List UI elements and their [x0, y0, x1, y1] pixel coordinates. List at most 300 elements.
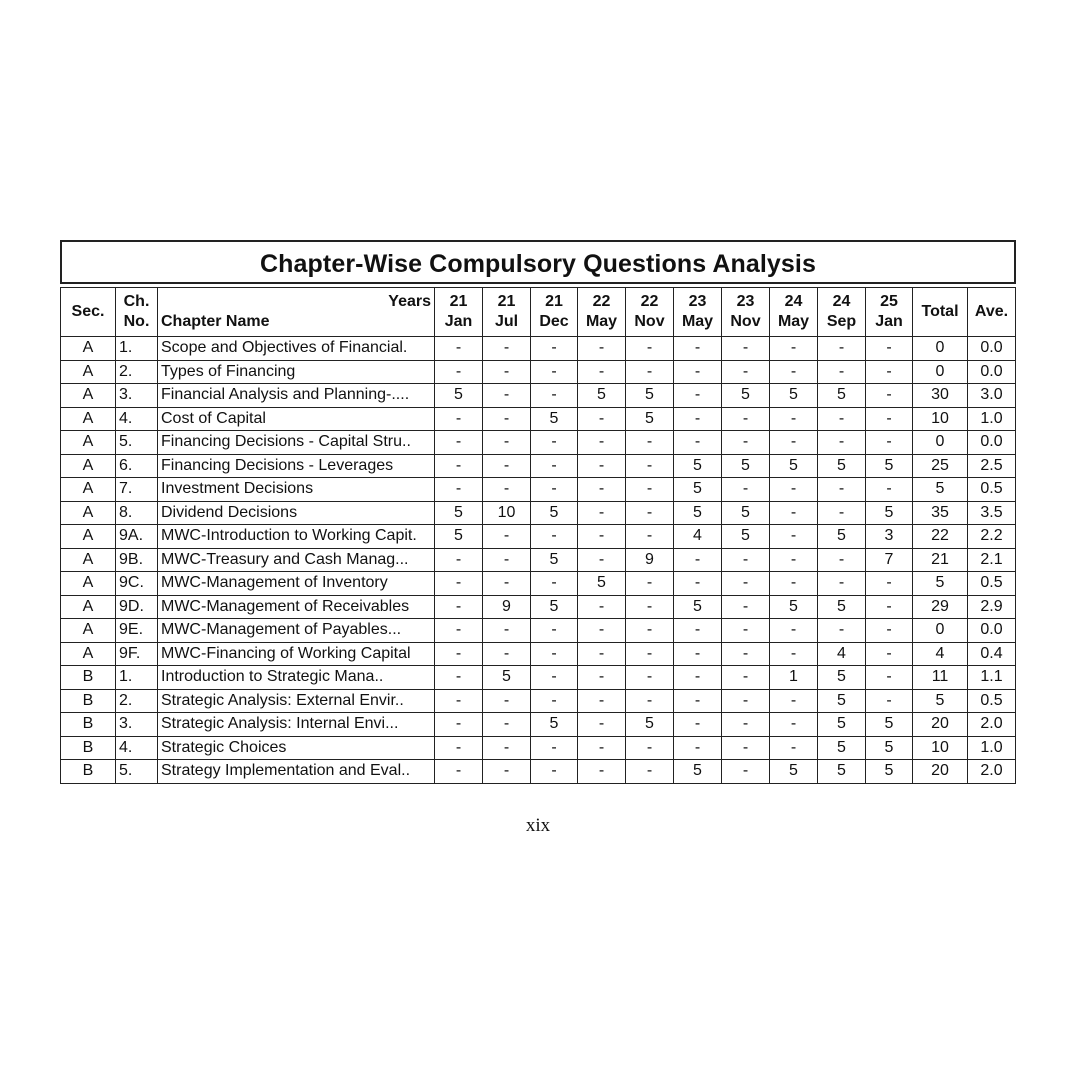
cell-average: 0.0	[968, 360, 1016, 384]
cell-total: 5	[913, 478, 968, 502]
cell-average: 2.2	[968, 525, 1016, 549]
cell-chapter-name: MWC-Introduction to Working Capit.	[158, 525, 435, 549]
cell-marks: -	[770, 525, 818, 549]
cell-marks: -	[770, 337, 818, 361]
cell-marks: -	[866, 360, 913, 384]
header-period	[435, 288, 483, 337]
cell-total: 0	[913, 337, 968, 361]
table-body	[61, 337, 1016, 784]
cell-marks: -	[866, 666, 913, 690]
cell-marks: -	[531, 454, 578, 478]
cell-marks: 5	[674, 501, 722, 525]
cell-marks: -	[531, 736, 578, 760]
cell-marks: -	[578, 713, 626, 737]
cell-total: 29	[913, 595, 968, 619]
cell-marks: -	[531, 572, 578, 596]
cell-marks: -	[674, 642, 722, 666]
cell-marks: -	[722, 642, 770, 666]
cell-marks: -	[483, 407, 531, 431]
cell-marks: -	[722, 407, 770, 431]
cell-chapter-name: Financial Analysis and Planning-....	[158, 384, 435, 408]
header-period-year: 21	[449, 293, 468, 310]
page-number: xix	[525, 815, 551, 836]
header-period-year: 22	[640, 293, 659, 310]
cell-sec: A	[61, 431, 116, 455]
table-row	[61, 689, 1016, 713]
cell-sec: B	[61, 689, 116, 713]
cell-marks: -	[435, 431, 483, 455]
cell-marks: -	[578, 360, 626, 384]
cell-chapter-number: 6.	[116, 454, 158, 478]
cell-chapter-number: 9A.	[116, 525, 158, 549]
cell-marks: -	[483, 689, 531, 713]
cell-marks: 5	[531, 548, 578, 572]
cell-marks: 5	[578, 384, 626, 408]
header-period	[626, 288, 674, 337]
table-row	[61, 360, 1016, 384]
cell-marks: -	[866, 572, 913, 596]
cell-marks: -	[674, 736, 722, 760]
cell-marks: -	[770, 713, 818, 737]
cell-marks: -	[818, 360, 866, 384]
cell-chapter-name: Strategic Analysis: Internal Envi...	[158, 713, 435, 737]
header-ch-bottom: No.	[123, 313, 150, 330]
cell-marks: 5	[531, 595, 578, 619]
header-ch-top: Ch.	[123, 293, 150, 310]
cell-total: 35	[913, 501, 968, 525]
cell-marks: -	[483, 431, 531, 455]
cell-marks: -	[578, 407, 626, 431]
header-period-year: 25	[880, 293, 898, 310]
cell-marks: 5	[722, 454, 770, 478]
cell-sec: A	[61, 572, 116, 596]
cell-total: 20	[913, 760, 968, 784]
cell-sec: A	[61, 501, 116, 525]
cell-chapter-number: 4.	[116, 736, 158, 760]
cell-marks: 5	[722, 384, 770, 408]
table-row	[61, 572, 1016, 596]
cell-marks: -	[578, 525, 626, 549]
cell-marks: -	[435, 689, 483, 713]
cell-marks: -	[435, 713, 483, 737]
cell-marks: -	[531, 642, 578, 666]
cell-marks: 7	[866, 548, 913, 572]
cell-total: 5	[913, 572, 968, 596]
cell-chapter-name: MWC-Financing of Working Capital	[158, 642, 435, 666]
header-period-month: Jan	[875, 313, 903, 330]
cell-chapter-number: 9E.	[116, 619, 158, 643]
cell-marks: -	[531, 619, 578, 643]
cell-marks: 5	[674, 760, 722, 784]
header-period	[866, 288, 913, 337]
cell-sec: B	[61, 760, 116, 784]
cell-marks: -	[626, 431, 674, 455]
cell-marks: -	[531, 384, 578, 408]
cell-marks: -	[722, 736, 770, 760]
cell-total: 10	[913, 736, 968, 760]
cell-chapter-name: Strategic Choices	[158, 736, 435, 760]
table-row	[61, 337, 1016, 361]
cell-marks: -	[866, 431, 913, 455]
cell-chapter-name: Types of Financing	[158, 360, 435, 384]
cell-marks: 5	[531, 713, 578, 737]
cell-marks: 5	[818, 760, 866, 784]
cell-marks: -	[483, 360, 531, 384]
cell-marks: -	[483, 384, 531, 408]
cell-marks: 5	[866, 501, 913, 525]
header-period-month: Jan	[444, 313, 473, 330]
table-row	[61, 431, 1016, 455]
header-period-month: May	[777, 313, 810, 330]
cell-chapter-number: 9C.	[116, 572, 158, 596]
header-period-year: 23	[736, 293, 755, 310]
cell-marks: -	[626, 760, 674, 784]
cell-marks: -	[866, 407, 913, 431]
cell-marks: -	[435, 572, 483, 596]
header-period-month: Dec	[539, 313, 569, 330]
cell-total: 0	[913, 360, 968, 384]
cell-chapter-name: MWC-Management of Inventory	[158, 572, 435, 596]
cell-marks: -	[770, 548, 818, 572]
cell-marks: -	[818, 337, 866, 361]
cell-marks: -	[483, 736, 531, 760]
cell-marks: -	[483, 525, 531, 549]
cell-marks: -	[435, 407, 483, 431]
cell-total: 25	[913, 454, 968, 478]
cell-marks: -	[818, 501, 866, 525]
cell-chapter-name: Strategic Analysis: External Envir..	[158, 689, 435, 713]
cell-marks: 5	[866, 736, 913, 760]
cell-marks: -	[531, 478, 578, 502]
cell-chapter-number: 9D.	[116, 595, 158, 619]
cell-marks: -	[770, 736, 818, 760]
cell-chapter-name: Dividend Decisions	[158, 501, 435, 525]
cell-marks: -	[626, 595, 674, 619]
cell-marks: -	[722, 548, 770, 572]
cell-marks: -	[626, 619, 674, 643]
cell-marks: -	[435, 360, 483, 384]
cell-marks: 5	[770, 595, 818, 619]
cell-marks: -	[483, 337, 531, 361]
cell-sec: A	[61, 337, 116, 361]
analysis-table	[60, 287, 1016, 784]
cell-marks: 5	[818, 595, 866, 619]
cell-marks: -	[578, 642, 626, 666]
cell-chapter-number: 9F.	[116, 642, 158, 666]
cell-sec: A	[61, 478, 116, 502]
cell-sec: A	[61, 454, 116, 478]
cell-total: 10	[913, 407, 968, 431]
cell-marks: -	[626, 525, 674, 549]
header-period	[483, 288, 531, 337]
cell-marks: -	[578, 619, 626, 643]
cell-average: 1.0	[968, 736, 1016, 760]
cell-marks: -	[578, 454, 626, 478]
cell-marks: -	[626, 360, 674, 384]
cell-marks: -	[770, 501, 818, 525]
cell-chapter-number: 4.	[116, 407, 158, 431]
cell-marks: 5	[770, 454, 818, 478]
cell-marks: -	[531, 337, 578, 361]
cell-marks: -	[626, 666, 674, 690]
cell-marks: -	[722, 572, 770, 596]
header-period-month: Sep	[826, 313, 857, 330]
cell-marks: -	[722, 713, 770, 737]
cell-marks: -	[483, 619, 531, 643]
cell-marks: -	[722, 431, 770, 455]
cell-average: 1.0	[968, 407, 1016, 431]
header-period-month: May	[585, 313, 618, 330]
table-row	[61, 407, 1016, 431]
cell-total: 22	[913, 525, 968, 549]
cell-chapter-name: Scope and Objectives of Financial.	[158, 337, 435, 361]
cell-sec: A	[61, 595, 116, 619]
cell-marks: -	[722, 760, 770, 784]
cell-marks: 9	[626, 548, 674, 572]
cell-marks: 5	[626, 384, 674, 408]
cell-average: 3.5	[968, 501, 1016, 525]
cell-marks: -	[770, 642, 818, 666]
cell-marks: -	[626, 642, 674, 666]
cell-marks: -	[626, 736, 674, 760]
cell-marks: 5	[770, 384, 818, 408]
cell-average: 0.0	[968, 619, 1016, 643]
cell-average: 2.1	[968, 548, 1016, 572]
cell-average: 2.0	[968, 760, 1016, 784]
header-period-month: May	[681, 313, 714, 330]
table-row	[61, 642, 1016, 666]
cell-chapter-name: Introduction to Strategic Mana..	[158, 666, 435, 690]
cell-marks: 5	[674, 595, 722, 619]
cell-marks: -	[483, 478, 531, 502]
cell-sec: A	[61, 619, 116, 643]
cell-marks: -	[578, 595, 626, 619]
cell-sec: A	[61, 548, 116, 572]
header-period	[818, 288, 866, 337]
table-row	[61, 736, 1016, 760]
cell-sec: A	[61, 407, 116, 431]
cell-sec: A	[61, 384, 116, 408]
cell-marks: -	[483, 642, 531, 666]
cell-marks: -	[483, 454, 531, 478]
table-row	[61, 619, 1016, 643]
cell-chapter-number: 5.	[116, 760, 158, 784]
header-period-year: 24	[832, 293, 851, 310]
cell-chapter-number: 8.	[116, 501, 158, 525]
cell-marks: 5	[674, 478, 722, 502]
cell-marks: -	[674, 619, 722, 643]
cell-total: 0	[913, 431, 968, 455]
cell-total: 0	[913, 619, 968, 643]
cell-sec: A	[61, 525, 116, 549]
cell-marks: -	[866, 619, 913, 643]
cell-total: 20	[913, 713, 968, 737]
cell-marks: -	[866, 689, 913, 713]
cell-total: 5	[913, 689, 968, 713]
table-title: Chapter-Wise Compulsory Questions Analysis	[60, 240, 1016, 284]
header-sec: Sec.	[61, 288, 116, 337]
header-period-month: Jul	[494, 313, 519, 330]
cell-marks: 5	[674, 454, 722, 478]
cell-marks: -	[674, 431, 722, 455]
cell-chapter-name: Financing Decisions - Leverages	[158, 454, 435, 478]
cell-average: 3.0	[968, 384, 1016, 408]
cell-marks: 5	[866, 760, 913, 784]
cell-average: 0.0	[968, 431, 1016, 455]
cell-marks: -	[578, 666, 626, 690]
cell-marks: 4	[818, 642, 866, 666]
cell-marks: -	[770, 689, 818, 713]
cell-marks: -	[531, 525, 578, 549]
cell-chapter-number: 3.	[116, 384, 158, 408]
cell-marks: -	[626, 572, 674, 596]
cell-marks: -	[435, 548, 483, 572]
cell-marks: 5	[866, 713, 913, 737]
cell-marks: 9	[483, 595, 531, 619]
cell-marks: 5	[435, 384, 483, 408]
header-total: Total	[913, 288, 968, 337]
cell-marks: -	[435, 642, 483, 666]
cell-marks: -	[770, 431, 818, 455]
cell-marks: 5	[578, 572, 626, 596]
cell-marks: 5	[770, 760, 818, 784]
header-period	[531, 288, 578, 337]
cell-chapter-number: 9B.	[116, 548, 158, 572]
table-row	[61, 478, 1016, 502]
cell-marks: -	[483, 572, 531, 596]
cell-marks: -	[626, 501, 674, 525]
cell-chapter-name: Financing Decisions - Capital Stru..	[158, 431, 435, 455]
cell-marks: -	[722, 360, 770, 384]
header-period-year: 21	[497, 293, 516, 310]
cell-marks: -	[578, 736, 626, 760]
table-row	[61, 454, 1016, 478]
cell-marks: -	[722, 666, 770, 690]
cell-marks: -	[818, 407, 866, 431]
cell-marks: -	[578, 689, 626, 713]
cell-marks: 4	[674, 525, 722, 549]
cell-chapter-name: MWC-Management of Payables...	[158, 619, 435, 643]
cell-marks: -	[674, 666, 722, 690]
cell-marks: -	[435, 760, 483, 784]
cell-marks: 5	[818, 384, 866, 408]
header-chapter-name-label: Chapter Name	[161, 313, 270, 330]
cell-marks: -	[578, 478, 626, 502]
cell-marks: -	[531, 666, 578, 690]
cell-marks: 5	[435, 501, 483, 525]
header-row	[61, 288, 1016, 337]
table-row	[61, 760, 1016, 784]
cell-marks: 5	[531, 501, 578, 525]
cell-total: 4	[913, 642, 968, 666]
cell-marks: -	[770, 478, 818, 502]
cell-marks: 5	[818, 454, 866, 478]
cell-marks: -	[483, 548, 531, 572]
table-row	[61, 525, 1016, 549]
cell-marks: -	[866, 595, 913, 619]
cell-marks: -	[770, 360, 818, 384]
cell-marks: -	[674, 384, 722, 408]
cell-marks: -	[818, 619, 866, 643]
cell-marks: -	[722, 595, 770, 619]
cell-marks: -	[435, 619, 483, 643]
cell-average: 0.5	[968, 689, 1016, 713]
cell-chapter-name: Investment Decisions	[158, 478, 435, 502]
cell-chapter-name: MWC-Management of Receivables	[158, 595, 435, 619]
cell-chapter-number: 3.	[116, 713, 158, 737]
table-row	[61, 713, 1016, 737]
cell-marks: -	[818, 548, 866, 572]
cell-marks: -	[626, 337, 674, 361]
cell-marks: 5	[818, 525, 866, 549]
cell-marks: 5	[531, 407, 578, 431]
cell-chapter-number: 2.	[116, 689, 158, 713]
cell-marks: -	[483, 713, 531, 737]
cell-chapter-number: 2.	[116, 360, 158, 384]
header-period	[674, 288, 722, 337]
cell-chapter-number: 5.	[116, 431, 158, 455]
cell-marks: -	[818, 572, 866, 596]
cell-marks: -	[674, 572, 722, 596]
cell-average: 1.1	[968, 666, 1016, 690]
cell-marks: -	[435, 595, 483, 619]
cell-marks: 5	[818, 713, 866, 737]
document-page	[60, 240, 1016, 784]
header-chapter-name	[158, 288, 435, 337]
cell-marks: 5	[722, 525, 770, 549]
cell-marks: -	[674, 713, 722, 737]
cell-marks: -	[531, 360, 578, 384]
cell-marks: -	[626, 689, 674, 713]
cell-marks: -	[674, 689, 722, 713]
cell-marks: -	[722, 689, 770, 713]
cell-marks: -	[578, 431, 626, 455]
cell-marks: -	[435, 736, 483, 760]
cell-total: 11	[913, 666, 968, 690]
cell-chapter-number: 7.	[116, 478, 158, 502]
cell-marks: -	[531, 431, 578, 455]
cell-marks: 5	[435, 525, 483, 549]
table-row	[61, 384, 1016, 408]
header-average: Ave.	[968, 288, 1016, 337]
cell-sec: A	[61, 642, 116, 666]
cell-chapter-name: Strategy Implementation and Eval..	[158, 760, 435, 784]
cell-marks: -	[531, 689, 578, 713]
header-years-label: Years	[388, 293, 431, 310]
cell-marks: -	[770, 572, 818, 596]
table-row	[61, 548, 1016, 572]
cell-marks: -	[531, 760, 578, 784]
cell-sec: B	[61, 666, 116, 690]
cell-marks: -	[818, 478, 866, 502]
cell-chapter-number: 1.	[116, 337, 158, 361]
cell-marks: -	[435, 478, 483, 502]
cell-marks: 3	[866, 525, 913, 549]
cell-chapter-name: MWC-Treasury and Cash Manag...	[158, 548, 435, 572]
cell-marks: -	[674, 360, 722, 384]
header-chapter-number	[116, 288, 158, 337]
cell-marks: -	[722, 478, 770, 502]
cell-marks: -	[674, 337, 722, 361]
cell-sec: A	[61, 360, 116, 384]
cell-average: 2.0	[968, 713, 1016, 737]
cell-average: 0.5	[968, 572, 1016, 596]
cell-marks: -	[674, 548, 722, 572]
cell-marks: -	[578, 337, 626, 361]
cell-marks: -	[818, 431, 866, 455]
cell-marks: -	[866, 337, 913, 361]
cell-marks: -	[626, 454, 674, 478]
